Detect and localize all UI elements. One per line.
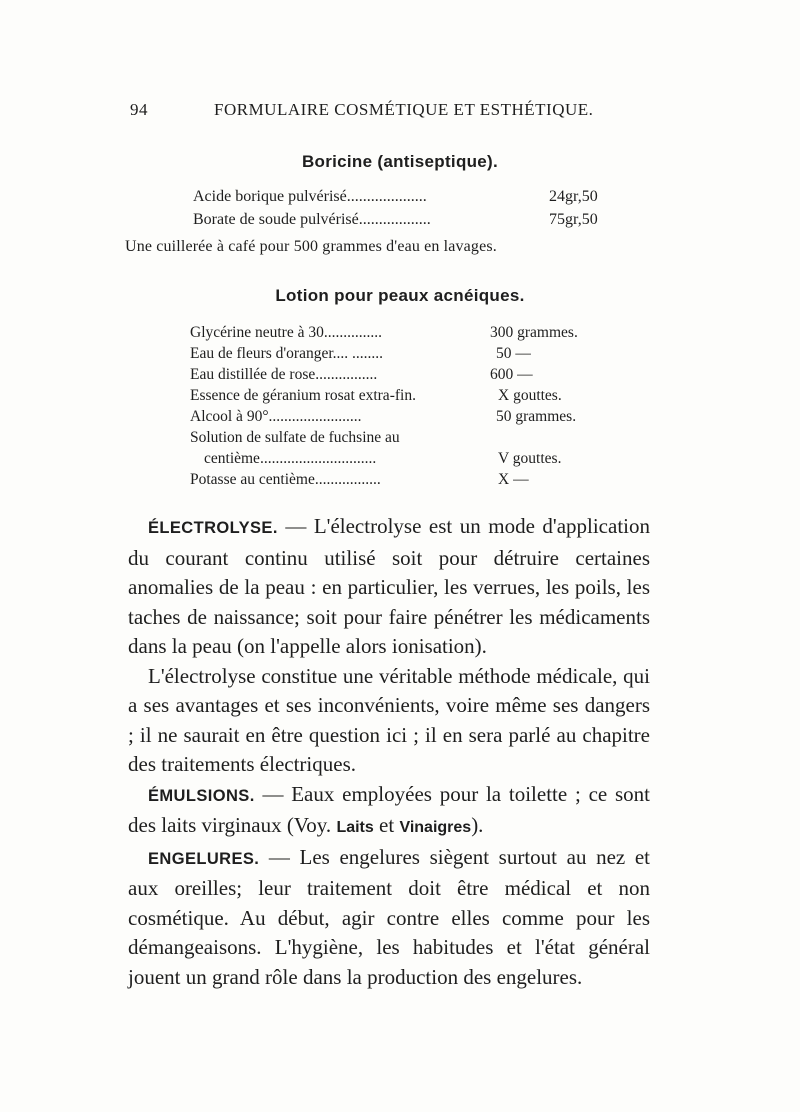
running-title: FORMULAIRE COSMÉTIQUE ET ESTHÉTIQUE. [214, 100, 594, 119]
ingredient-name: centième.............................. [204, 450, 377, 467]
ingredient-qty: X gouttes. [498, 387, 562, 404]
entry-term: ENGELURES. [148, 849, 260, 868]
ingredient-name: Borate de soude pulvérisé.................. [193, 211, 431, 228]
entry-text: — Les engelures siègent surtout au nez et aux oreilles; leur traitement doit être médical et non cosmétique. Au début, agir contre elles comme pour les démangeaisons. L'hygiène, les habitudes et l'état général jouent un grand rôle dans la production des engelures. [128, 844, 650, 989]
cross-reference: Vinaigres [399, 819, 472, 836]
entry-term: ÉMULSIONS. [148, 786, 255, 805]
ingredient-qty: 24gr,50 [549, 188, 598, 205]
cross-reference: Laits [336, 819, 374, 836]
boricine-title: Boricine (antiseptique). [301, 152, 499, 171]
ingredient-qty: 600 — [490, 366, 533, 383]
ingredient-name: Eau de fleurs d'oranger.... ........ [190, 345, 384, 362]
entry-text: — L'électrolyse est un mode d'application du courant continu utilisé soit pour détruire certaines anomalies de la peau : en particulier, les verrues, les poils, les taches de naissance; soit pour faire pénétrer les médicaments dans la peau (on l'appelle alors ionisation). [128, 514, 650, 658]
ingredient-name: Eau distillée de rose................ [190, 366, 378, 383]
page-number: 94 [130, 100, 148, 119]
entry-text: ). [471, 813, 484, 837]
ingredient-name: Acide borique pulvérisé.................... [193, 188, 427, 205]
dictionary-entries [128, 512, 650, 992]
ingredient-qty: V gouttes. [498, 450, 562, 467]
ingredient-name: Glycérine neutre à 30............... [190, 324, 382, 341]
ingredient-qty: 50 grammes. [496, 408, 577, 425]
entry-term: ÉLECTROLYSE. [148, 519, 278, 537]
lotion-title: Lotion pour peaux acnéiques. [275, 286, 525, 305]
ingredient-qty: 75gr,50 [549, 211, 598, 228]
entry-emulsions [128, 780, 650, 843]
ingredient-qty: 50 — [496, 345, 531, 362]
entry-electrolyse [128, 512, 650, 662]
ingredient-name: Solution de sulfate de fuchsine au [190, 429, 400, 446]
entry-text: et [373, 813, 400, 837]
entry-engelures [128, 843, 650, 993]
entry-text: — Eaux employées pour la toilette ; ce sont des laits virginaux (Voy. [128, 781, 650, 837]
ingredient-qty: 300 grammes. [490, 324, 578, 341]
entry-electrolyse-continued: L'électrolyse constitue une véritable méthode médicale, qui a ses avantages et ses inconvénients, voire même ses dangers ; il ne saurait en être question ici ; il en sera parlé au chapitre des traitements électriques. [128, 663, 650, 776]
ingredient-name: Potasse au centième................. [190, 471, 381, 488]
ingredient-name: Alcool à 90°........................ [190, 408, 362, 425]
boricine-note: Une cuillerée à café pour 500 grammes d'eau en lavages. [125, 238, 497, 255]
ingredient-name: Essence de géranium rosat extra-fin. [190, 387, 416, 404]
ingredient-qty: X — [498, 471, 529, 488]
